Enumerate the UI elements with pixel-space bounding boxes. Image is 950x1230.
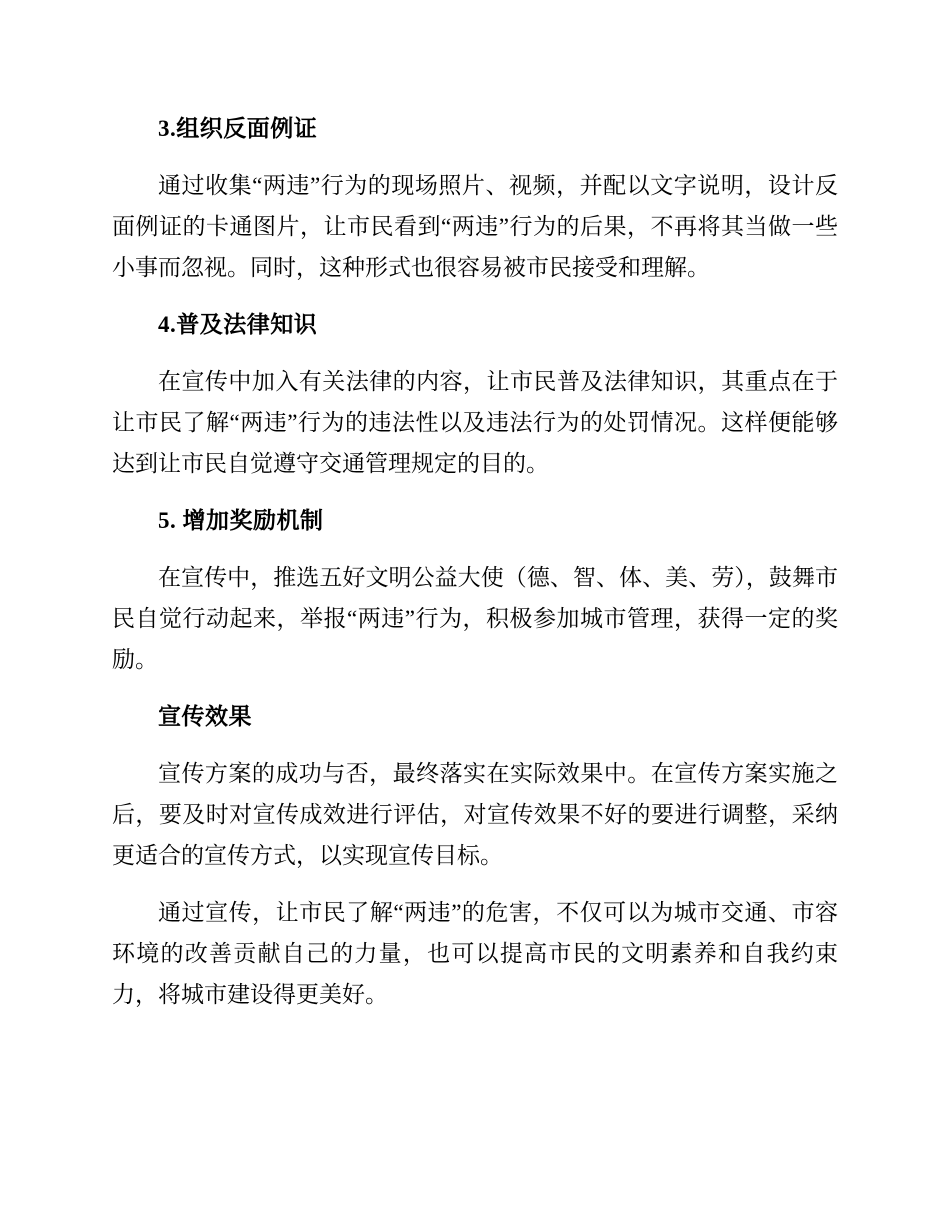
section-heading-effect: 宣传效果	[158, 704, 252, 729]
paragraph-conclusion: 通过宣传，让市民了解“两违”的危害，不仅可以为城市交通、市容环境的改善贡献自己的力量，也可以提高市民的文明素养和自我约束力，将城市建设得更美好。	[112, 900, 838, 1007]
section-heading-4: 4.普及法律知识	[158, 312, 318, 337]
paragraph-legal-knowledge: 在宣传中加入有关法律的内容，让市民普及法律知识，其重点在于让市民了解“两违”行为的违法性以及违法行为的处罚情况。这样便能够达到让市民自觉遵守交通管理规定的目的。	[112, 369, 838, 476]
section-heading-3: 3.组织反面例证	[158, 116, 318, 141]
paragraph-effect-evaluation: 宣传方案的成功与否，最终落实在实际效果中。在宣传方案实施之后，要及时对宣传成效进行评估，对宣传效果不好的要进行调整，采纳更适合的宣传方式，以实现宣传目标。	[112, 761, 838, 868]
paragraph-negative-examples: 通过收集“两违”行为的现场照片、视频，并配以文字说明，设计反面例证的卡通图片，让市民看到“两违”行为的后果，不再将其当做一些小事而忽视。同时，这种形式也很容易被市民接受和理解。	[112, 173, 838, 280]
paragraph-reward-mechanism: 在宣传中，推选五好文明公益大使（德、智、体、美、劳），鼓舞市民自觉行动起来，举报“两违”行为，积极参加城市管理，获得一定的奖励。	[112, 565, 838, 672]
section-heading-5: 5. 增加奖励机制	[158, 508, 324, 533]
